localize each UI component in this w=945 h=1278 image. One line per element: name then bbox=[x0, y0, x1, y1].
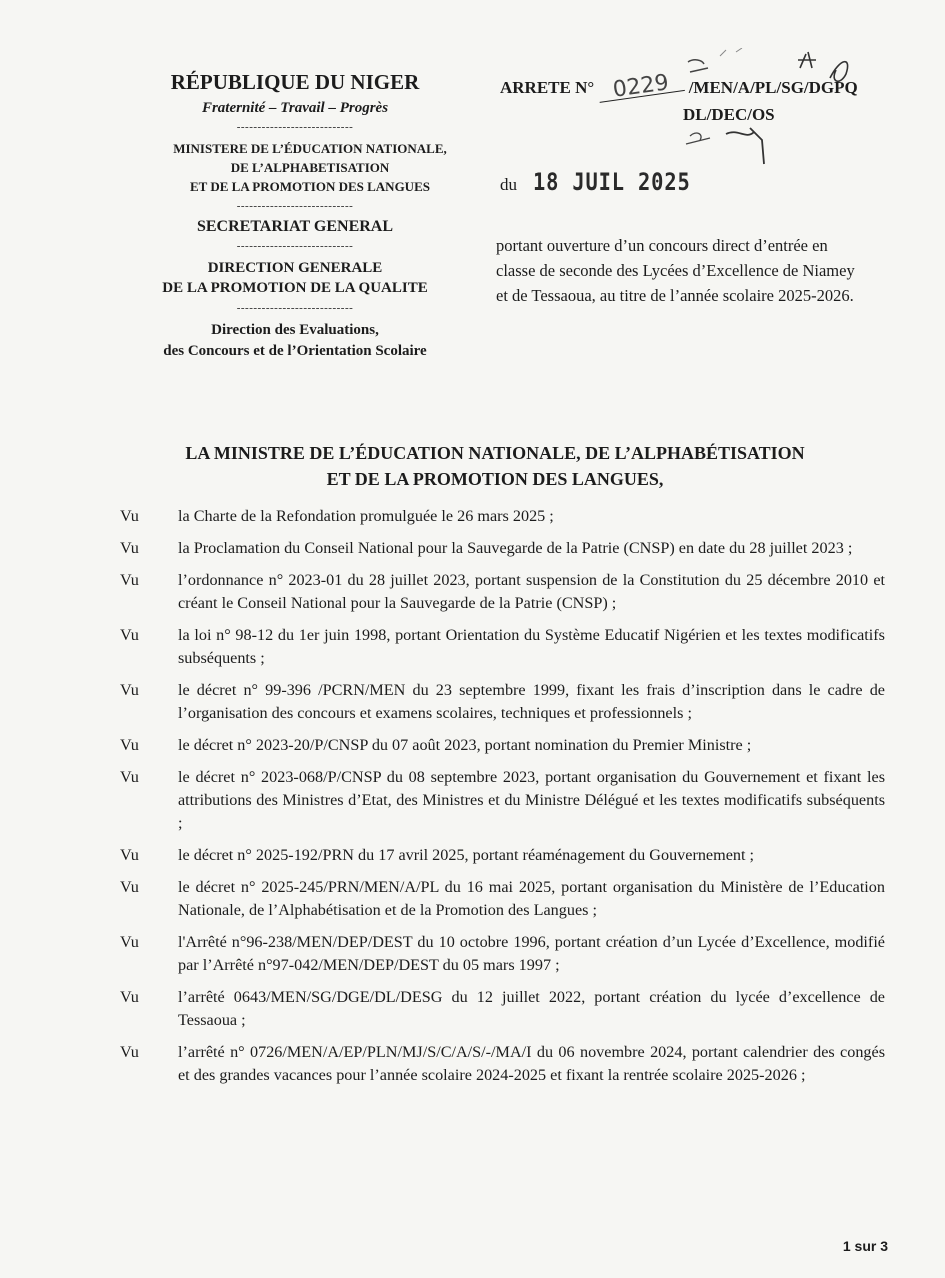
dg-line: DE LA PROMOTION DE LA QUALITE bbox=[162, 280, 428, 296]
vu-text: l'Arrêté n°96-238/MEN/DEP/DEST du 10 octobre 1996, portant création d’un Lycée d’Excellence, modifié par l’Arrêté n°97-042/MEN/DEP/DEST du 05 mars 1997 ; bbox=[178, 933, 885, 974]
vu-item bbox=[115, 624, 885, 670]
vu-text: le décret n° 2023-20/P/CNSP du 07 août 2023, portant nomination du Premier Ministre ; bbox=[178, 736, 752, 754]
vu-item bbox=[115, 876, 885, 922]
vu-label: Vu bbox=[120, 539, 139, 557]
page-number: 1 sur 3 bbox=[842, 1238, 888, 1254]
vu-text: le décret n° 2023-068/P/CNSP du 08 septembre 2023, portant organisation du Gouvernement et fixant les attributions des Ministres d’Etat, des Ministres et du Ministre Délégué et les textes modificatifs subséquents ; bbox=[178, 768, 885, 832]
ministry-line: MINISTERE DE L’ÉDUCATION NATIONALE, bbox=[173, 141, 447, 156]
document-title bbox=[140, 440, 850, 492]
vu-label: Vu bbox=[120, 878, 139, 896]
vu-label: Vu bbox=[120, 681, 139, 699]
national-motto: Fraternité – Travail – Progrès bbox=[201, 100, 389, 116]
vu-text: la Proclamation du Conseil National pour la Sauvegarde de la Patrie (CNSP) en date du 28 juillet 2023 ; bbox=[178, 539, 853, 557]
vu-list bbox=[115, 505, 885, 1096]
vu-text: l’arrêté n° 0726/MEN/A/EP/PLN/MJ/S/C/A/S/-/MA/I du 06 novembre 2024, portant calendrier des congés et des grandes vacances pour l’année scolaire 2024-2025 et fixant la rentrée scolaire 2025-2026 ; bbox=[178, 1043, 885, 1084]
vu-item bbox=[115, 569, 885, 615]
separator: ---------------------------- bbox=[236, 240, 354, 252]
vu-item bbox=[115, 931, 885, 977]
ministry-line: DE L’ALPHABETISATION bbox=[230, 160, 390, 175]
vu-item bbox=[115, 734, 885, 757]
title-line: ET DE LA PROMOTION DES LANGUES, bbox=[326, 469, 664, 489]
vu-item bbox=[115, 537, 885, 560]
issuer-block bbox=[130, 68, 460, 362]
vu-label: Vu bbox=[120, 571, 139, 589]
vu-item bbox=[115, 505, 885, 528]
dir-line: Direction des Evaluations, bbox=[211, 322, 379, 338]
vu-item bbox=[115, 766, 885, 835]
secretariat-name: SECRETARIAT GENERAL bbox=[196, 218, 394, 235]
arrete-date bbox=[500, 168, 719, 196]
directorate-general bbox=[130, 258, 460, 298]
vu-label: Vu bbox=[120, 507, 139, 525]
vu-text: le décret n° 99-396 /PCRN/MEN du 23 septembre 1999, fixant les frais d’inscription dans le cadre de l’organisation des concours et examens scolaires, techniques et professionnels ; bbox=[178, 681, 885, 722]
ministry-name bbox=[160, 139, 460, 196]
vu-item bbox=[115, 679, 885, 725]
arrete-suffix: /MEN/A/PL/SG/DGPQ bbox=[688, 78, 858, 97]
dir-line: des Concours et de l’Orientation Scolaire bbox=[163, 343, 427, 359]
vu-item bbox=[115, 986, 885, 1032]
vu-item bbox=[115, 844, 885, 867]
handwritten-initials-icon bbox=[680, 48, 870, 168]
vu-text: l’ordonnance n° 2023-01 du 28 juillet 2023, portant suspension de la Constitution du 25 décembre 2010 et créant le Conseil National pour la Sauvegarde de la Patrie (CNSP) ; bbox=[178, 571, 885, 612]
vu-text: l’arrêté 0643/MEN/SG/DGE/DL/DESG du 12 juillet 2022, portant création du lycée d’excellence de Tessaoua ; bbox=[178, 988, 885, 1029]
separator: ---------------------------- bbox=[236, 302, 354, 314]
vu-text: la loi n° 98-12 du 1er juin 1998, portant Orientation du Système Educatif Nigérien et les textes modificatifs subséquents ; bbox=[178, 626, 885, 667]
dg-line: DIRECTION GENERALE bbox=[207, 260, 383, 276]
date-prefix: du bbox=[500, 175, 517, 194]
arrete-reference-line2: DL/DEC/OS bbox=[683, 105, 775, 124]
vu-item bbox=[115, 1041, 885, 1087]
directorate bbox=[130, 320, 460, 362]
separator: ---------------------------- bbox=[236, 200, 354, 212]
country-name: RÉPUBLIQUE DU NIGER bbox=[170, 70, 420, 94]
vu-label: Vu bbox=[120, 1043, 139, 1061]
vu-text: le décret n° 2025-192/PRN du 17 avril 2025, portant réaménagement du Gouvernement ; bbox=[178, 846, 755, 864]
separator: ---------------------------- bbox=[236, 121, 354, 133]
vu-label: Vu bbox=[120, 933, 139, 951]
arrete-prefix: ARRETE N° bbox=[500, 78, 595, 97]
vu-label: Vu bbox=[120, 736, 139, 754]
ministry-line: ET DE LA PROMOTION DES LANGUES bbox=[190, 179, 430, 194]
arrete-number-handwritten: 0229 bbox=[598, 72, 686, 103]
vu-label: Vu bbox=[120, 846, 139, 864]
arrete-object: portant ouverture d’un concours direct d’entrée en classe de seconde des Lycées d’Excellence de Niamey et de Tessaoua, au titre de l’année scolaire 2025-2026. bbox=[496, 236, 855, 305]
vu-label: Vu bbox=[120, 626, 139, 644]
vu-label: Vu bbox=[120, 768, 139, 786]
date-stamp: 18 JUIL 2025 bbox=[533, 168, 691, 196]
vu-text: la Charte de la Refondation promulguée le 26 mars 2025 ; bbox=[178, 507, 554, 525]
vu-label: Vu bbox=[120, 988, 139, 1006]
title-line: LA MINISTRE DE L’ÉDUCATION NATIONALE, DE L’ALPHABÉTISATION bbox=[185, 443, 805, 463]
vu-text: le décret n° 2025-245/PRN/MEN/A/PL du 16 mai 2025, portant organisation du Ministère de l’Education Nationale, de l’Alphabétisation et de la Promotion des Langues ; bbox=[178, 878, 885, 919]
